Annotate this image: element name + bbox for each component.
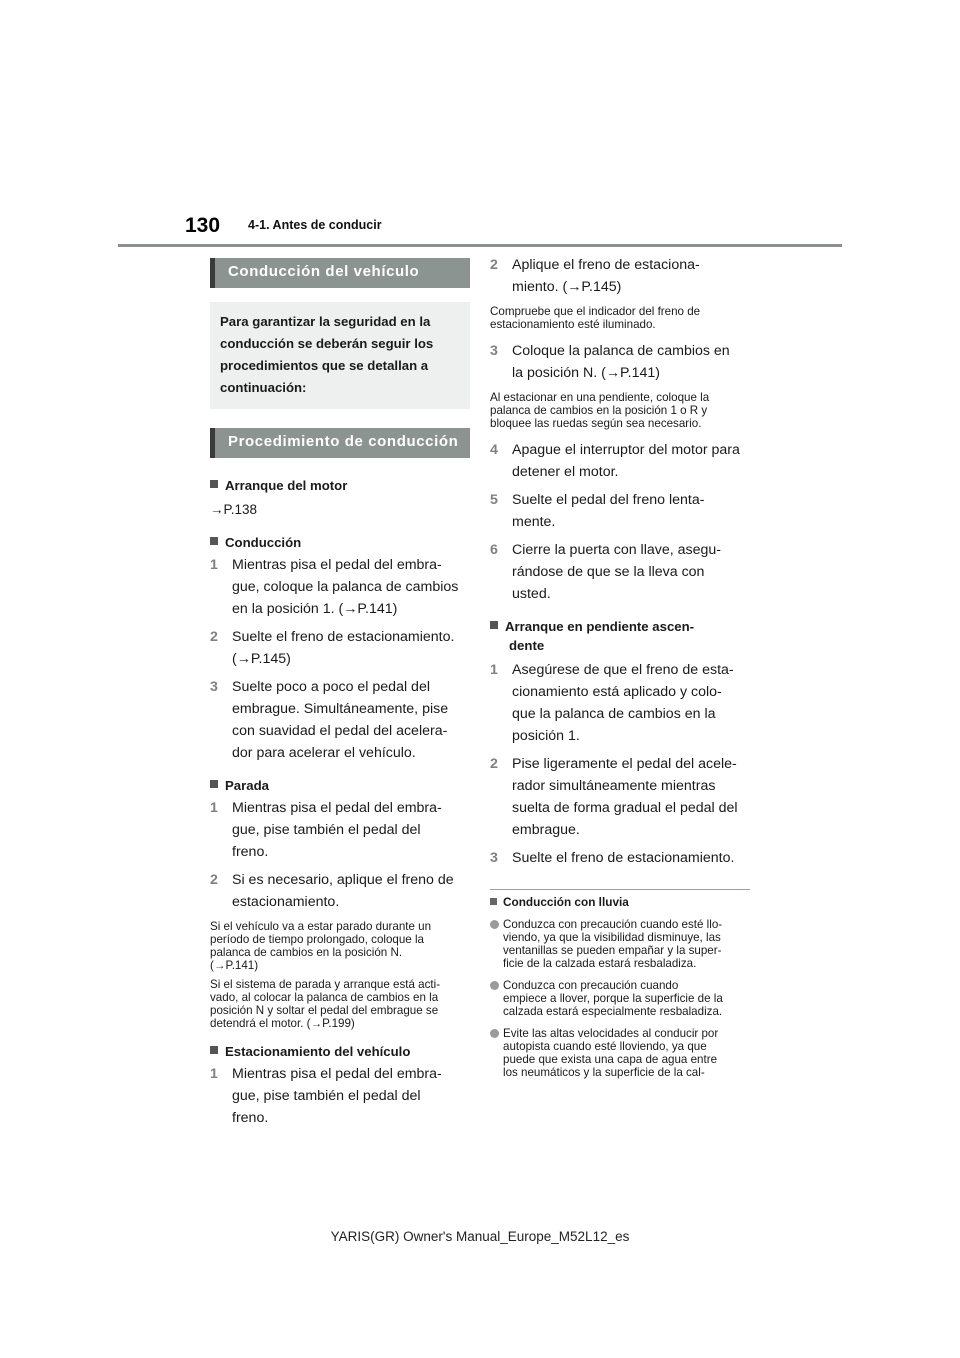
step-item — [490, 340, 750, 384]
step-number: 2 — [210, 872, 218, 888]
intro-line: Para garantizar la seguridad en la — [220, 314, 431, 329]
note-text — [490, 305, 750, 331]
square-bullet-icon — [490, 898, 497, 905]
left-column — [210, 258, 470, 1129]
step-number: 1 — [210, 557, 218, 573]
note-line: Compruebe que el indicador del freno de — [490, 305, 701, 318]
footer-text: YARIS(GR) Owner's Manual_Europe_M52L12_es — [330, 1229, 630, 1244]
step-line: embrague. — [512, 822, 580, 838]
bullet-line: autopista cuando esté lloviendo, ya que — [503, 1040, 707, 1053]
note-text — [210, 920, 470, 972]
note-line: posición N y soltar el pedal del embrague se — [210, 1004, 439, 1017]
step-number: 1 — [210, 1066, 218, 1082]
square-bullet-icon — [490, 621, 498, 629]
circle-bullet-icon — [490, 920, 499, 929]
subheading-text: Parada — [225, 778, 269, 793]
step-item — [210, 1063, 470, 1129]
right-column — [490, 258, 750, 1079]
step-line: Suelte poco a poco el pedal del — [232, 679, 430, 695]
step-line: rándose de que se la lleva con — [512, 564, 705, 580]
note-line: Al estacionar en una pendiente, coloque la — [490, 391, 710, 404]
heading-procedimiento: Procedimiento de conducción — [210, 428, 470, 458]
info-bullet — [490, 1027, 750, 1079]
bullet-line: empiece a llover, porque la superficie de la — [503, 992, 723, 1005]
subheading-text: Arranque del motor — [225, 478, 348, 493]
step-line: estacionamiento. — [232, 894, 340, 910]
step-line: Mientras pisa el pedal del embra- — [232, 800, 442, 816]
subheading-pendiente — [490, 617, 750, 655]
bullet-line: puede que exista una capa de agua entre — [503, 1053, 718, 1066]
step-line: posición 1. — [512, 728, 580, 744]
step-line: Mientras pisa el pedal del embra- — [232, 557, 442, 573]
circle-bullet-icon — [490, 1029, 499, 1038]
step-number: 6 — [490, 542, 498, 558]
step-item — [490, 847, 750, 869]
step-line: miento. (→P.145) — [512, 279, 622, 295]
bullet-line: ventanillas se pueden empañar y la super- — [503, 944, 722, 957]
note-text — [210, 978, 470, 1030]
step-item — [490, 489, 750, 533]
step-item — [490, 659, 750, 747]
note-line: período de tiempo prolongado, coloque la — [210, 933, 424, 946]
subheading-text: Conducción — [225, 535, 302, 550]
subheading-text: Estacionamiento del vehículo — [225, 1044, 411, 1059]
step-line: rador simultáneamente mientras — [512, 778, 716, 794]
bullet-line: los neumáticos y la superficie de la cal- — [503, 1066, 705, 1079]
header-rule — [118, 244, 842, 247]
note-line: Si el vehículo va a estar parado durante un — [210, 920, 432, 933]
subheading-estacionamiento — [210, 1042, 470, 1061]
step-number: 3 — [490, 850, 498, 866]
step-line: gue, coloque la palanca de cambios — [232, 579, 459, 595]
step-number: 1 — [210, 800, 218, 816]
note-line: palanca de cambios en la posición N. — [210, 946, 403, 959]
step-line: (→P.145) — [232, 651, 291, 667]
step-line: Suelte el freno de estacionamiento. — [512, 850, 735, 866]
step-number: 2 — [210, 629, 218, 645]
page-reference: →P.138 — [210, 502, 258, 517]
info-divider — [490, 889, 750, 890]
intro-line: procedimientos que se detallan a — [220, 358, 429, 373]
step-line: Apague el interruptor del motor para — [512, 442, 740, 458]
step-number: 4 — [490, 442, 498, 458]
intro-box — [210, 302, 470, 409]
step-line: suelta de forma gradual el pedal del — [512, 800, 738, 816]
step-line: la posición N. (→P.141) — [512, 365, 660, 381]
step-line: Coloque la palanca de cambios en — [512, 343, 730, 359]
step-item — [490, 254, 750, 298]
note-line: bloquee las ruedas según sea necesario. — [490, 417, 702, 430]
bullet-line: calzada estará especialmente resbaladiza. — [503, 1005, 723, 1018]
square-bullet-icon — [210, 537, 218, 545]
step-line: usted. — [512, 586, 551, 602]
step-line: Suelte el pedal del freno lenta- — [512, 492, 705, 508]
step-item — [490, 439, 750, 483]
note-line: Si el sistema de parada y arranque está acti- — [210, 978, 441, 991]
step-line: Suelte el freno de estacionamiento. — [232, 629, 455, 645]
step-item — [490, 539, 750, 605]
step-line: cionamiento está aplicado y colo- — [512, 684, 722, 700]
step-line: dor para acelerar el vehículo. — [232, 745, 416, 761]
subheading-text: Arranque en pendiente ascen- — [505, 619, 695, 634]
step-line: con suavidad el pedal del acelera- — [232, 723, 448, 739]
step-line: Mientras pisa el pedal del embra- — [232, 1066, 442, 1082]
bullet-line: ficie de la calzada estará resbaladiza. — [503, 957, 697, 970]
step-line: Asegúrese de que el freno de esta- — [512, 662, 734, 678]
step-item — [210, 676, 470, 764]
step-item — [210, 626, 470, 670]
step-line: en la posición 1. (→P.141) — [232, 601, 398, 617]
intro-line: conducción se deberán seguir los — [220, 336, 434, 351]
step-line: embrague. Simultáneamente, pise — [232, 701, 449, 717]
info-heading-text: Conducción con lluvia — [503, 895, 629, 909]
bullet-line: Evite las altas velocidades al conducir por — [503, 1027, 719, 1040]
step-number: 5 — [490, 492, 498, 508]
info-heading-lluvia — [490, 895, 750, 909]
subheading-conduccion — [210, 533, 470, 552]
step-line: Cierre la puerta con llave, asegu- — [512, 542, 721, 558]
note-text — [490, 391, 750, 430]
step-item — [210, 869, 470, 913]
square-bullet-icon — [210, 1046, 218, 1054]
step-number: 3 — [210, 679, 218, 695]
step-line: gue, pise también el pedal del — [232, 1088, 421, 1104]
step-line: detener el motor. — [512, 464, 619, 480]
square-bullet-icon — [210, 780, 218, 788]
bullet-line: Conduzca con precaución cuando esté llo- — [503, 918, 723, 931]
info-bullet — [490, 918, 750, 970]
step-line: Si es necesario, aplique el freno de — [232, 872, 454, 888]
step-line: Pise ligeramente el pedal del acele- — [512, 756, 737, 772]
step-line: mente. — [512, 514, 556, 530]
step-line: freno. — [232, 844, 269, 860]
circle-bullet-icon — [490, 981, 499, 990]
subheading-parada — [210, 776, 470, 795]
page-number: 130 — [185, 214, 221, 237]
bullet-line: Conduzca con precaución cuando — [503, 979, 679, 992]
step-line: gue, pise también el pedal del — [232, 822, 421, 838]
step-number: 1 — [490, 662, 498, 678]
intro-line: continuación: — [220, 380, 307, 395]
step-number: 2 — [490, 756, 498, 772]
note-line: estacionamiento esté iluminado. — [490, 318, 656, 331]
section-label: 4-1. Antes de conducir — [248, 218, 382, 232]
info-bullet — [490, 979, 750, 1018]
step-item — [210, 797, 470, 863]
note-line: vado, al colocar la palanca de cambios en la — [210, 991, 439, 1004]
subheading-text: dente — [509, 638, 545, 653]
note-line: detendrá el motor. (→P.199) — [210, 1017, 355, 1030]
square-bullet-icon — [210, 480, 218, 488]
step-line: que la palanca de cambios en la — [512, 706, 716, 722]
step-line: Aplique el freno de estaciona- — [512, 257, 700, 273]
step-number: 3 — [490, 343, 498, 359]
bullet-line: viendo, ya que la visibilidad disminuye, las — [503, 931, 721, 944]
step-number: 2 — [490, 257, 498, 273]
subheading-arranque — [210, 476, 470, 495]
note-line: palanca de cambios en la posición 1 o R y — [490, 404, 708, 417]
step-line: freno. — [232, 1110, 269, 1126]
heading-conduccion-vehiculo: Conducción del vehículo — [210, 258, 470, 288]
step-item — [490, 753, 750, 841]
step-item — [210, 554, 470, 620]
note-line: (→P.141) — [210, 959, 259, 972]
